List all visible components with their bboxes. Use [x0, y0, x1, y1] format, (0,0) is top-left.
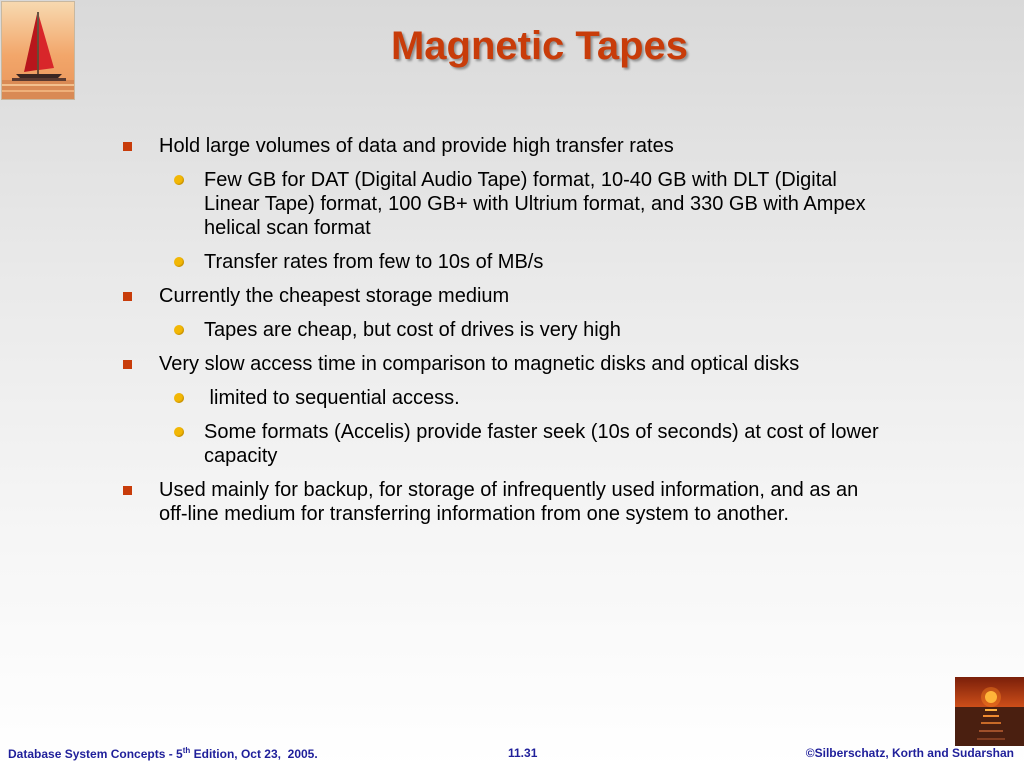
- square-bullet-icon: [123, 142, 132, 151]
- sub-bullet-1-1: [159, 168, 880, 240]
- bullet-1-text: Hold large volumes of data and provide high transfer rates: [159, 135, 674, 157]
- square-bullet-icon: [123, 486, 132, 495]
- bullet-4-text: Used mainly for backup, for storage of infrequently used information, and as an off-line medium for transferring information from one system to another.: [159, 479, 859, 525]
- slide-title: Magnetic Tapes: [390, 24, 689, 68]
- bullet-3-text: Very slow access time in comparison to magnetic disks and optical disks: [159, 353, 800, 375]
- square-bullet-icon: [123, 360, 132, 369]
- sub-bullet-1-2: [159, 250, 880, 274]
- sub-bullet-2-1: [159, 318, 880, 342]
- footer-book-prefix: Database System Concepts - 5: [8, 747, 183, 761]
- bullet-3: [122, 352, 892, 376]
- bullet-2: [122, 284, 892, 308]
- footer-book-info: [8, 746, 318, 761]
- sub-bullet-2-1-text: Tapes are cheap, but cost of drives is very high: [204, 319, 621, 341]
- sub-bullet-1-2-text: Transfer rates from few to 10s of MB/s: [204, 251, 544, 273]
- bullet-1: [122, 134, 892, 158]
- square-bullet-icon: [123, 292, 132, 301]
- round-bullet-icon: [174, 325, 184, 335]
- sunset-image-icon: [955, 677, 1024, 746]
- footer-page-number: 11.31: [508, 746, 538, 760]
- round-bullet-icon: [174, 393, 184, 403]
- footer-book-suffix: Edition, Oct 23, 2005.: [190, 747, 318, 761]
- slide-body: [122, 134, 892, 536]
- sub-bullet-3-2-text: Some formats (Accelis) provide faster seek (10s of seconds) at cost of lower capacity: [204, 421, 879, 467]
- bullet-4: [122, 478, 892, 526]
- round-bullet-icon: [174, 175, 184, 185]
- round-bullet-icon: [174, 427, 184, 437]
- footer-copyright: ©Silberschatz, Korth and Sudarshan: [805, 746, 1014, 760]
- bullet-2-text: Currently the cheapest storage medium: [159, 285, 510, 307]
- sub-bullet-3-2: [159, 420, 880, 468]
- sub-bullet-1-1-text: Few GB for DAT (Digital Audio Tape) format, 10-40 GB with DLT (Digital Linear Tape) format, 100 GB+ with Ultrium format, and 330 GB with Ampex helical scan format: [204, 169, 866, 239]
- sub-bullet-3-1-text: limited to sequential access.: [204, 387, 460, 409]
- footer-book-sup: th: [182, 746, 191, 755]
- sub-bullet-3-1: [159, 386, 880, 410]
- round-bullet-icon: [174, 257, 184, 267]
